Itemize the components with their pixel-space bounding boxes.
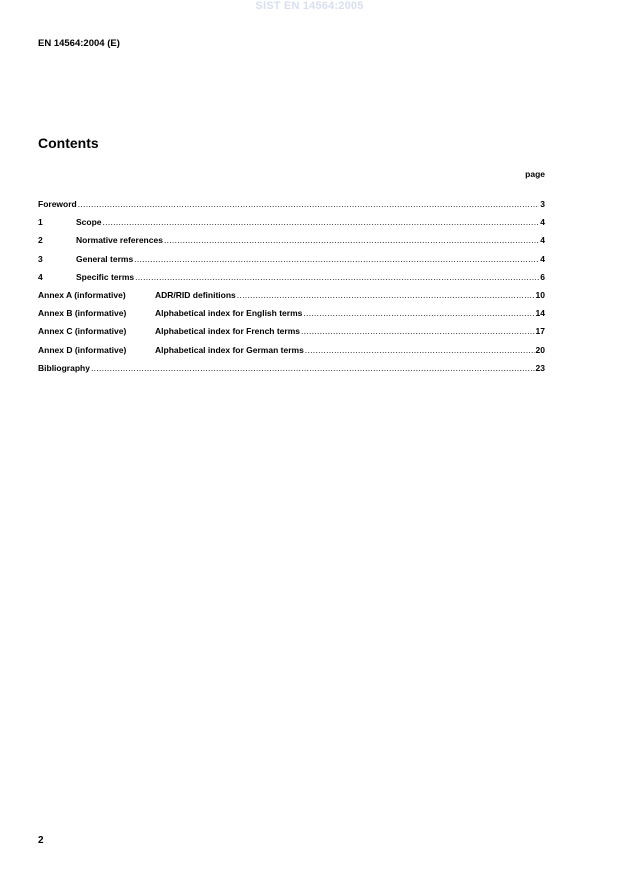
toc-entry-page: 6 — [540, 271, 545, 282]
toc-leader-dots — [91, 363, 535, 373]
toc-entry-number: Annex B (informative) — [38, 308, 127, 319]
toc-entry-annex-c[interactable] — [38, 326, 545, 344]
toc-entry-page: 3 — [540, 199, 545, 209]
toc-entry-bibliography[interactable] — [38, 363, 545, 381]
toc-leader-dots — [301, 326, 535, 336]
toc-entry-specific-terms[interactable] — [38, 272, 545, 290]
toc-leader-dots — [134, 254, 539, 264]
toc-entry-number: Annex A (informative) — [38, 289, 126, 300]
toc-entry-title: Alphabetical index for English terms — [155, 308, 303, 319]
toc-leader-dots — [305, 345, 535, 355]
toc-entry-general-terms[interactable] — [38, 254, 545, 272]
toc-entry-title: Scope — [76, 217, 102, 228]
toc-entry-title: General terms — [76, 253, 134, 264]
page-column-label: page — [525, 169, 545, 179]
toc-entry-annex-b[interactable] — [38, 308, 545, 326]
toc-entry-number: Annex D (informative) — [38, 344, 127, 355]
toc-entry-number: 1 — [38, 217, 43, 228]
toc-entry-title: Alphabetical index for German terms — [155, 344, 304, 355]
page-number: 2 — [38, 835, 44, 846]
table-of-contents — [38, 199, 545, 381]
toc-leader-dots — [164, 235, 539, 245]
toc-entry-page: 4 — [540, 217, 545, 228]
toc-entry-number: Annex C (informative) — [38, 326, 127, 337]
toc-entry-page: 20 — [535, 344, 545, 355]
toc-entry-page: 4 — [540, 253, 545, 264]
toc-leader-dots — [135, 272, 539, 282]
toc-entry-annex-d[interactable] — [38, 345, 545, 363]
toc-entry-title: Foreword — [38, 199, 77, 209]
toc-entry-number: 3 — [38, 253, 43, 264]
toc-leader-dots — [78, 199, 540, 209]
document-id: EN 14564:2004 (E) — [38, 38, 120, 49]
toc-entry-number: 4 — [38, 271, 43, 282]
toc-entry-foreword[interactable] — [38, 199, 545, 217]
toc-entry-title: ADR/RID definitions — [155, 289, 236, 300]
toc-entry-page: 4 — [540, 235, 545, 246]
toc-entry-page: 23 — [535, 362, 545, 373]
toc-leader-dots — [237, 290, 535, 300]
toc-entry-annex-a[interactable] — [38, 290, 545, 308]
contents-heading: Contents — [38, 135, 99, 151]
toc-entry-title: Alphabetical index for French terms — [155, 326, 301, 337]
toc-entry-normative-references[interactable] — [38, 235, 545, 253]
toc-leader-dots — [103, 217, 540, 227]
toc-entry-title: Bibliography — [38, 362, 90, 373]
toc-entry-page: 10 — [535, 289, 545, 300]
toc-entry-number: 2 — [38, 235, 43, 246]
toc-leader-dots — [303, 308, 534, 318]
watermark: SIST EN 14564:2005 — [255, 0, 364, 12]
toc-entry-title: Normative references — [76, 235, 163, 246]
toc-entry-page: 14 — [535, 308, 545, 319]
toc-entry-title: Specific terms — [76, 271, 135, 282]
toc-entry-page: 17 — [535, 326, 545, 337]
toc-entry-scope[interactable] — [38, 217, 545, 235]
